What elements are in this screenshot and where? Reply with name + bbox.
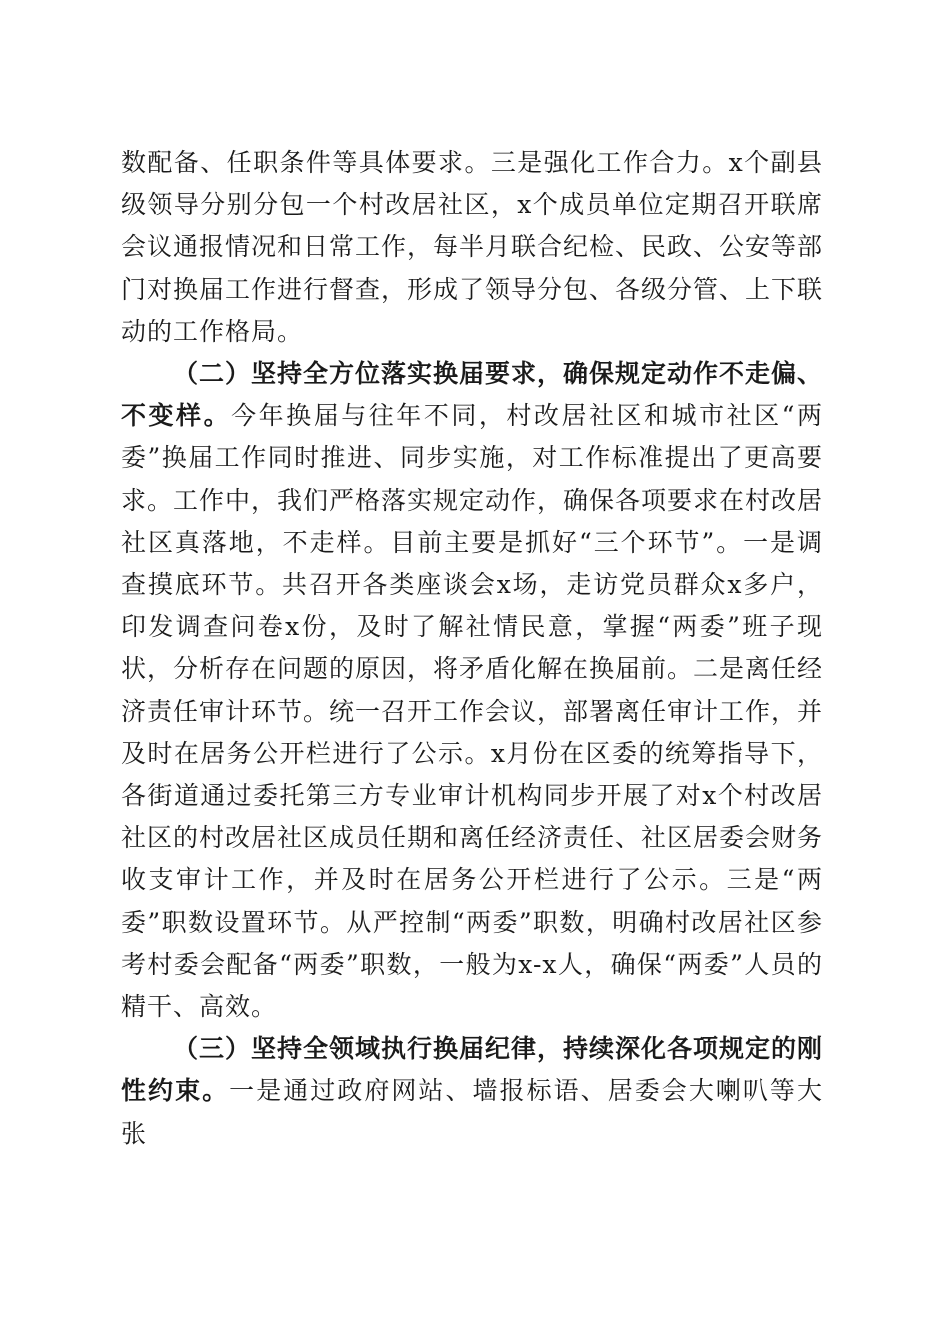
paragraph-2 <box>121 353 823 1028</box>
paragraph-2-text: 今年换届与往年不同，村改居社区和城市社区“两委”换届工作同时推进、同步实施，对工作标准提出了更高要求。工作中，我们严格落实规定动作，确保各项要求在村改居社区真落地，不走样。目前主要是抓好“三个环节”。一是调查摸底环节。共召开各类座谈会x场，走访党员群众x多户，印发调查问卷x份，及时了解社情民意，掌握“两委”班子现状，分析存在问题的原因，将矛盾化解在换届前。二是离任经济责任审计环节。统一召开工作会议，部署离任审计工作，并及时在居务公开栏进行了公示。x月份在区委的统筹指导下，各街道通过委托第三方专业审计机构同步开展了对x个村改居社区的村改居社区成员任期和离任经济责任、社区居委会财务收支审计工作，并及时在居务公开栏进行了公示。三是“两委”职数设置环节。从严控制“两委”职数，明确村改居社区参考村委会配备“两委”职数，一般为x-x人，确保“两委”人员的精干、高效。 <box>121 401 824 1022</box>
document-body <box>121 142 823 1155</box>
paragraph-2-heading: （二）坚持全方位落实换届要求，确保规定动作不走偏、不变样。 <box>121 359 824 431</box>
paragraph-3-heading: （三）坚持全领域执行换届纪律，持续深化各项规定的刚性约束。 <box>121 1034 824 1106</box>
paragraph-3 <box>121 1028 823 1155</box>
paragraph-3-text: 一是通过政府网站、墙报标语、居委会大喇叭等大张 <box>121 1076 823 1148</box>
paragraph-1-text: 数配备、任职条件等具体要求。三是强化工作合力。x个副县级领导分别分包一个村改居社区，x个成员单位定期召开联席会议通报情况和日常工作，每半月联合纪检、民政、公安等部门对换届工作进行督查，形成了领导分包、各级分管、上下联动的工作格局。 <box>121 148 824 346</box>
paragraph-1 <box>121 142 823 353</box>
